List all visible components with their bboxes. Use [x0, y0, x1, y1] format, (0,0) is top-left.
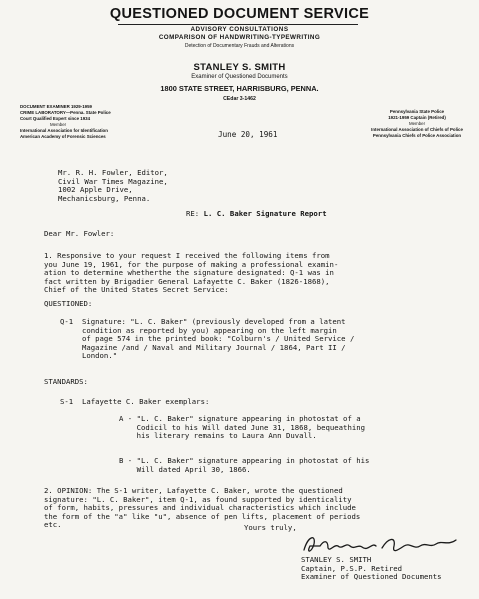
letterhead-address: 1800 STATE STREET, HARRISBURG, PENNA. — [160, 84, 319, 93]
letterhead-phone: CEdar 3-1462 — [223, 96, 256, 102]
right-credential-line: Member — [408, 121, 426, 126]
standards-heading: STANDARDS: — [44, 377, 88, 386]
item-q1: Q-1 Signature: "L. C. Baker" (previously developed from a latent condition as reported by you) appearing on the left margin of page 574 in the printed book: "Colburn's / United Service / Magazine /and / Naval and Military Journal / 1864, Part II / London." — [60, 317, 355, 361]
letterhead-name: STANLEY S. SMITH — [193, 62, 286, 73]
right-credential-line: Pennsylvania State Police — [389, 109, 445, 114]
exemplar-b: B - "L. C. Baker" signature appearing in photostat of his Will dated April 30, 1866. — [119, 456, 370, 474]
left-credential-line: Member — [50, 122, 67, 127]
paragraph-request: 1. Responsive to your request I received the following items from you June 19, 1961, for the purpose of making a professional examin- ation to determine whetherthe the signature designated: Q-1 was in fact written by Brigadier General Lafayette C. Baker (1826-1868), Chief of the United States Secret Service: — [44, 251, 339, 295]
left-credential-line: Court Qualified Expert since 1934 — [20, 116, 91, 121]
subject-label: RE: — [186, 209, 204, 218]
subject-line — [186, 210, 327, 219]
right-credentials — [362, 109, 472, 139]
left-credential-line: DOCUMENT EXAMINER 1929-1959 — [20, 104, 92, 109]
letterhead-title: QUESTIONED DOCUMENT SERVICE — [109, 6, 370, 22]
paragraph-opinion: 2. OPINION: The S-1 writer, Lafayette C. Baker, wrote the questioned signature: "L. C. Baker", item Q-1, as found supported by identicality of form, habits, pressures and individual characteristics which include the form of the "a" like "u", absence of pen lifts, placement of periods etc. — [44, 486, 361, 530]
right-credential-line: International Association of Chiefs of Police — [371, 127, 463, 132]
letterhead-rule — [118, 24, 358, 25]
salutation: Dear Mr. Fowler: — [44, 229, 115, 238]
letter-date: June 20, 1961 — [218, 130, 278, 139]
right-credential-line: Pennsylvania Chiefs of Police Association — [372, 133, 462, 138]
recipient-address: Mr. R. H. Fowler, Editor, Civil War Times Magazine, 1002 Apple Drive, Mechanicsburg, Penna. — [58, 168, 168, 203]
closing: Yours truly, — [244, 523, 297, 532]
exemplar-a: A - "L. C. Baker" signature appearing in photostat of a Codicil to his Will dated June 31, 1868, bequeathing his literary remains to Laura Ann Duvall. — [119, 414, 366, 441]
item-s1: S-1 Lafayette C. Baker exemplars: — [60, 397, 210, 406]
signer-block: STANLEY S. SMITH Captain, P.S.P. Retired Examiner of Questioned Documents — [301, 555, 442, 582]
left-credential-line: American Academy of Forensic Sciences — [20, 134, 106, 139]
right-credential-line: 1921-1959 Captain (Retired) — [388, 115, 446, 120]
left-credential-line: CRIME LABORATORY—Penna. State Police — [20, 110, 111, 115]
left-credential-line: International Association for Identification — [20, 128, 108, 133]
subject-text: L. C. Baker Signature Report — [203, 209, 327, 218]
letterhead-advisory: ADVISORY CONSULTATIONS — [190, 26, 289, 33]
letterhead-role: Examiner of Questioned Documents — [191, 74, 288, 80]
left-credentials — [20, 104, 150, 140]
letterhead-detection: Detection of Documentary Frauds and Alterations — [184, 43, 295, 49]
questioned-heading: QUESTIONED: — [44, 299, 93, 308]
letterhead-comparison: COMPARISON OF HANDWRITING-TYPEWRITING — [158, 34, 321, 41]
